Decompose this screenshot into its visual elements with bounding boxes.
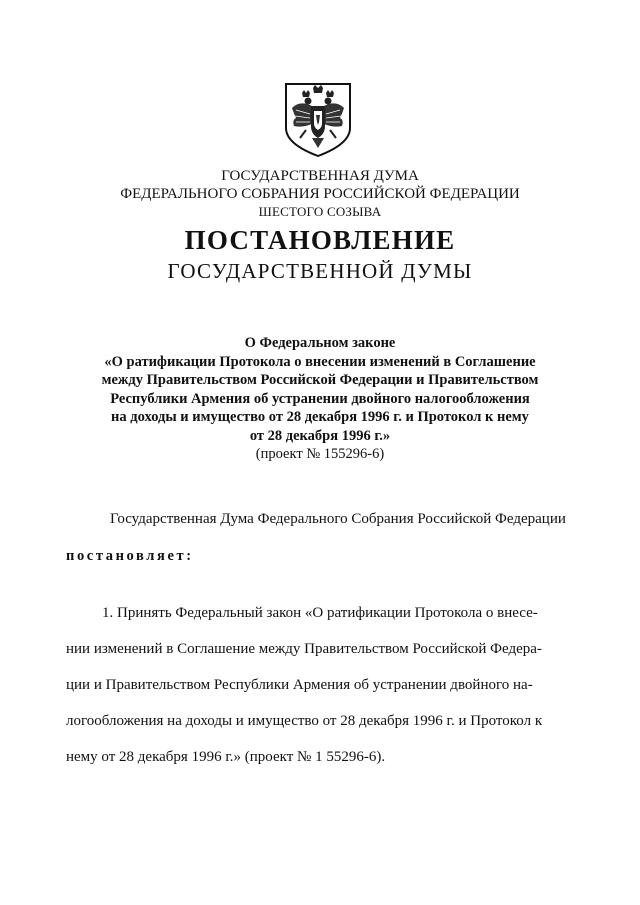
law-title-line: Республики Армения об устранении двойного налогообложения	[110, 390, 530, 407]
project-number: (проект № 155296-6)	[255, 446, 385, 462]
law-title-block	[70, 334, 570, 464]
document-subtitle: ГОСУДАРСТВЕННОЙ ДУМЫ	[167, 259, 473, 283]
paragraph-line: 1. Принять Федеральный закон «О ратификации Протокола о внесе-	[102, 605, 538, 621]
paragraph-line: логообложения на доходы и имущество от 28 декабря 1996 г. и Протокол к	[66, 713, 543, 729]
paragraph-line: нии изменений в Соглашение между Правительством Российской Федера-	[66, 641, 542, 657]
law-title-line: О Федеральном законе	[244, 335, 396, 351]
paragraph-line: нему от 28 декабря 1996 г.» (проект № 1 55296-6).	[66, 749, 386, 765]
coat-of-arms-emblem	[282, 80, 354, 158]
document-title: ПОСТАНОВЛЕНИЕ	[184, 225, 456, 255]
header-line-1: ГОСУДАРСТВЕННАЯ ДУМА	[221, 168, 419, 184]
law-title-line: от 28 декабря 1996 г.»	[249, 427, 391, 444]
law-title-line: на доходы и имущество от 28 декабря 1996 г. и Протокол к нему	[111, 409, 529, 425]
header-line-2: ФЕДЕРАЛЬНОГО СОБРАНИЯ РОССИЙСКОЙ ФЕДЕРАЦИИ	[120, 186, 520, 202]
paragraph-line: ции и Правительством Республики Армения об устранении двойного на-	[66, 677, 533, 693]
header-line-3: ШЕСТОГО СОЗЫВА	[258, 204, 382, 219]
decides-word: постановляет:	[66, 548, 194, 564]
law-title-line: между Правительством Российской Федерации и Правительством	[101, 372, 539, 388]
law-title-line: «О ратификации Протокола о внесении изменений в Соглашение	[104, 353, 536, 370]
intro-text: Государственная Дума Федерального Собрания Российской Федерации	[110, 511, 566, 527]
